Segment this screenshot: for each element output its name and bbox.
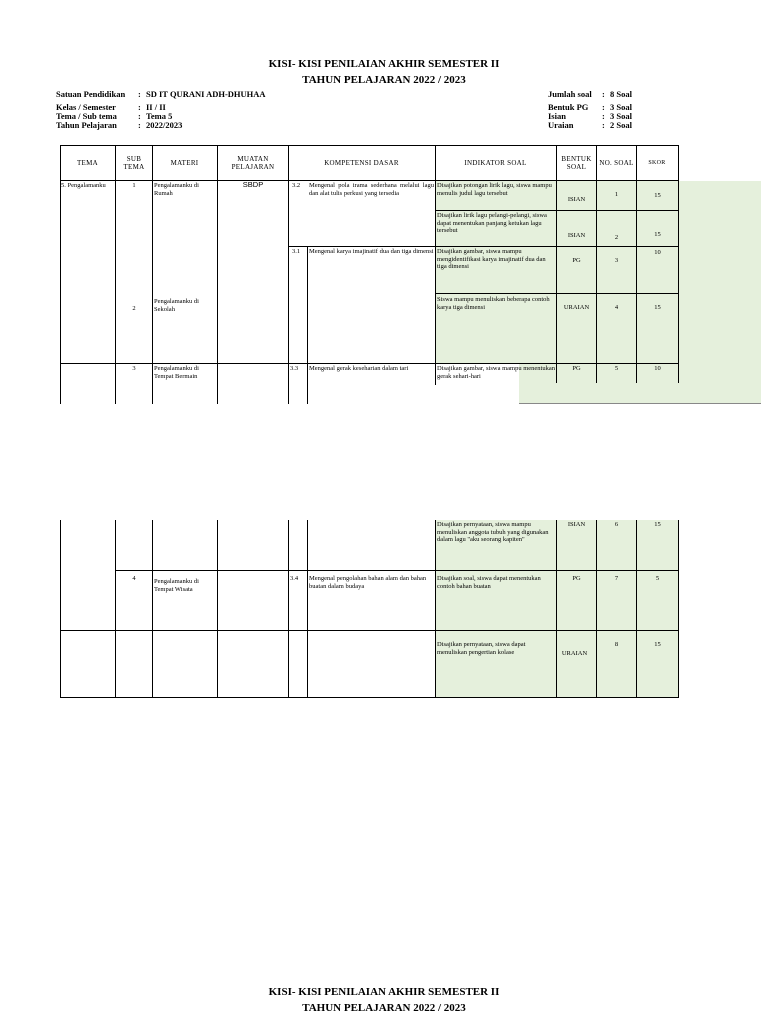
info-label: Tema / Sub tema bbox=[56, 111, 117, 121]
info-label: Bentuk PG bbox=[548, 102, 589, 112]
indikator-cell: Disajikan pernyataan, siswa mampu menuliskan anggota tubuh yang digunakan dalam lagu "aku seorang kapiten" bbox=[437, 521, 549, 544]
kd-number: 3.2 bbox=[292, 182, 301, 189]
kd-number: 3.1 bbox=[292, 248, 301, 255]
materi-cell: Pengalamanku di Tempat Bermain bbox=[154, 365, 199, 380]
skor-cell: 15 bbox=[654, 521, 661, 528]
page-subtitle: TAHUN PELAJARAN 2022 / 2023 bbox=[302, 74, 466, 86]
question-count-info: Jumlah soal : 8 Soal Bentuk PG : 3 Soal Isian : 3 Soal Uraian : 2 Soal bbox=[548, 89, 632, 130]
subtema-cell: 4 bbox=[132, 575, 136, 582]
skor-cell: 10 bbox=[654, 249, 661, 256]
subtema-cell: 2 bbox=[132, 305, 136, 312]
footer-subtitle: TAHUN PELAJARAN 2022 / 2023 bbox=[302, 1002, 466, 1014]
materi-cell: Pengalamanku di Sekolah bbox=[154, 298, 199, 313]
no-cell: 6 bbox=[614, 521, 619, 528]
bentuk-cell: URAIAN bbox=[563, 304, 590, 311]
info-label: Tahun Pelajaran bbox=[56, 120, 117, 130]
info-label: Uraian bbox=[548, 120, 574, 130]
bentuk-cell: ISIAN bbox=[567, 196, 586, 203]
bentuk-cell: ISIAN bbox=[567, 232, 586, 239]
indikator-cell: Disajikan potongan lirik lagu, siswa mampu menulis judul lagu tersebut bbox=[437, 182, 552, 197]
skor-cell: 15 bbox=[654, 304, 661, 311]
kd-number: 3.3 bbox=[290, 365, 299, 372]
header-sub-tema: SUB TEMA bbox=[123, 155, 145, 171]
indikator-cell: Disajikan gambar, siswa mampu menentukan gerak sehari-hari bbox=[437, 365, 555, 380]
kd-cell: Mengenal gerak keseharian dalam tari bbox=[309, 365, 409, 372]
shade-area bbox=[435, 181, 761, 363]
no-cell: 1 bbox=[614, 191, 619, 198]
no-cell: 8 bbox=[614, 641, 619, 648]
info-value: II / II bbox=[146, 102, 166, 112]
info-value: 8 Soal bbox=[610, 89, 632, 99]
header-skor: SKOR bbox=[648, 160, 666, 166]
header-materi: MATERI bbox=[170, 159, 199, 167]
info-value: 3 Soal bbox=[610, 111, 632, 121]
subtema-cell: 1 bbox=[132, 182, 136, 189]
indikator-cell: Disajikan pernyataan, siswa dapat menuliskan pengertian kolase bbox=[437, 641, 526, 656]
header-muatan: MUATAN PELAJARAN bbox=[231, 155, 275, 171]
no-cell: 7 bbox=[614, 575, 619, 582]
skor-cell: 15 bbox=[654, 192, 661, 199]
info-label: Kelas / Semester bbox=[56, 102, 116, 112]
bentuk-cell: PG bbox=[572, 257, 581, 264]
header-bentuk: BENTUK SOAL bbox=[561, 155, 592, 171]
indikator-cell: Disajikan soal, siswa dapat menentukan contoh bahan buatan bbox=[437, 575, 541, 590]
school-info: Satuan Pendidikan : SD IT QURANI ADH-DHUHAA Kelas / Semester : II / II Tema / Sub tema : Tema 5 Tahun Pelajaran : 2022/2023 bbox=[56, 89, 266, 130]
info-value: 3 Soal bbox=[610, 102, 632, 112]
muatan-cell: SBDP bbox=[242, 181, 264, 189]
bentuk-cell: ISIAN bbox=[567, 521, 586, 528]
indikator-cell: Siswa mampu menuliskan beberapa contoh karya tiga dimensi bbox=[437, 296, 550, 311]
tema-cell: 5. Pengalamanku bbox=[61, 182, 106, 189]
footer-title: KISI- KISI PENILAIAN AKHIR SEMESTER II bbox=[268, 986, 500, 998]
subtema-cell: 3 bbox=[132, 365, 136, 372]
no-cell: 3 bbox=[614, 257, 619, 264]
materi-cell: Pengalamanku di Rumah bbox=[154, 182, 199, 197]
info-label: Jumlah soal bbox=[548, 89, 592, 99]
no-cell: 4 bbox=[614, 304, 619, 311]
kd-cell: Mengenal pengolahan bahan alam dan bahan buatan dalam budaya bbox=[309, 575, 427, 590]
info-label: Isian bbox=[548, 111, 566, 121]
header-indikator: INDIKATOR SOAL bbox=[464, 159, 527, 167]
materi-cell: Pengalamanku di Tempat Wisata bbox=[154, 578, 199, 593]
header-no: NO. SOAL bbox=[599, 159, 634, 167]
skor-cell: 15 bbox=[654, 641, 661, 648]
no-cell: 2 bbox=[614, 234, 619, 241]
kd-cell: Mengenal pola irama sederhana melalui lagu dan alat tulis perkusi yang tersedia bbox=[309, 182, 434, 197]
header-tema: TEMA bbox=[76, 159, 99, 167]
skor-cell: 5 bbox=[655, 575, 660, 582]
bentuk-cell: PG bbox=[572, 575, 581, 582]
kd-cell: Mengenal karya imajinatif dua dan tiga dimensi bbox=[309, 248, 434, 255]
indikator-cell: Disajikan gambar, siswa mampu mengidentifikasi karya imajinatif dua dan tiga dimensi bbox=[437, 248, 546, 271]
indikator-cell: Disajikan lirik lagu pelangi-pelangi, siswa dapat menentukan panjang ketukan lagu tersebut bbox=[437, 212, 547, 235]
info-value: Tema 5 bbox=[146, 111, 173, 121]
kd-number: 3.4 bbox=[290, 575, 299, 582]
info-value: SD IT QURANI ADH-DHUHAA bbox=[146, 89, 266, 99]
page-title: KISI- KISI PENILAIAN AKHIR SEMESTER II bbox=[268, 58, 500, 70]
skor-cell: 10 bbox=[654, 365, 661, 372]
bentuk-cell: PG bbox=[572, 365, 581, 372]
header-kd: KOMPETENSI DASAR bbox=[324, 159, 399, 167]
info-label: Satuan Pendidikan bbox=[56, 89, 126, 99]
bentuk-cell: URAIAN bbox=[561, 650, 588, 657]
info-value: 2022/2023 bbox=[146, 120, 183, 130]
info-value: 2 Soal bbox=[610, 120, 632, 130]
skor-cell: 15 bbox=[654, 231, 661, 238]
no-cell: 5 bbox=[614, 365, 619, 372]
